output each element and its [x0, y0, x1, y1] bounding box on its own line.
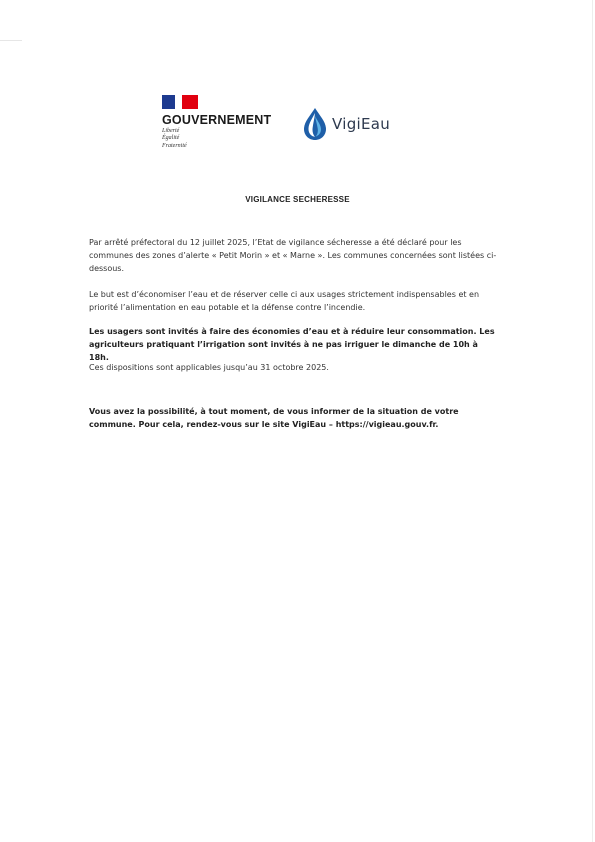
government-logo	[162, 95, 287, 150]
motto-line: Liberté	[162, 128, 180, 134]
paragraph-information	[89, 405, 499, 431]
paragraph-text: Vous avez la possibilité, à tout moment, de vous informer de la situation de votre commune. Pour cela, rendez-vous sur le site VigiEau – https://vigieau.gouv.fr.	[89, 407, 459, 429]
paragraph-recommendations	[89, 325, 499, 364]
flag-blue-band	[162, 95, 175, 109]
republic-motto	[162, 128, 287, 150]
paragraph-arrete	[89, 236, 499, 275]
paragraph-objective	[89, 288, 499, 314]
marianne-flag-icon	[162, 95, 198, 109]
paragraph-text: Par arrêté préfectoral du 12 juillet 2025, l’Etat de vigilance sécheresse a été déclaré pour les communes des zones d’alerte « Petit Morin » et « Marne ». Les communes concernées sont listées ci-dessous.	[89, 238, 497, 273]
document-title: VIGILANCE SECHERESSE	[245, 195, 350, 204]
scan-artifact	[0, 40, 22, 41]
government-name: GOUVERNEMENT	[162, 113, 272, 127]
vigieau-logo	[302, 107, 390, 141]
paragraph-text: Ces dispositions sont applicables jusqu’au 31 octobre 2025.	[89, 363, 329, 372]
flag-red-band	[182, 95, 198, 109]
motto-line: Fraternité	[162, 142, 187, 149]
paragraph-validity	[89, 361, 499, 374]
scan-edge	[592, 0, 593, 842]
motto-line: Égalité	[162, 135, 180, 142]
paragraph-text: Le but est d’économiser l’eau et de réserver celle ci aux usages strictement indispensables et en priorité l’alimentation en eau potable et la défense contre l’incendie.	[89, 290, 480, 312]
water-drop-icon	[302, 107, 328, 141]
vigieau-wordmark: VigiEau	[332, 115, 391, 133]
paragraph-text: Les usagers sont invités à faire des économies d’eau et à réduire leur consommation. Les agriculteurs pratiquant l’irrigation sont invités à ne pas irriguer le dimanche de 10h à 18h.	[89, 327, 495, 362]
flag-white-band	[175, 95, 182, 109]
